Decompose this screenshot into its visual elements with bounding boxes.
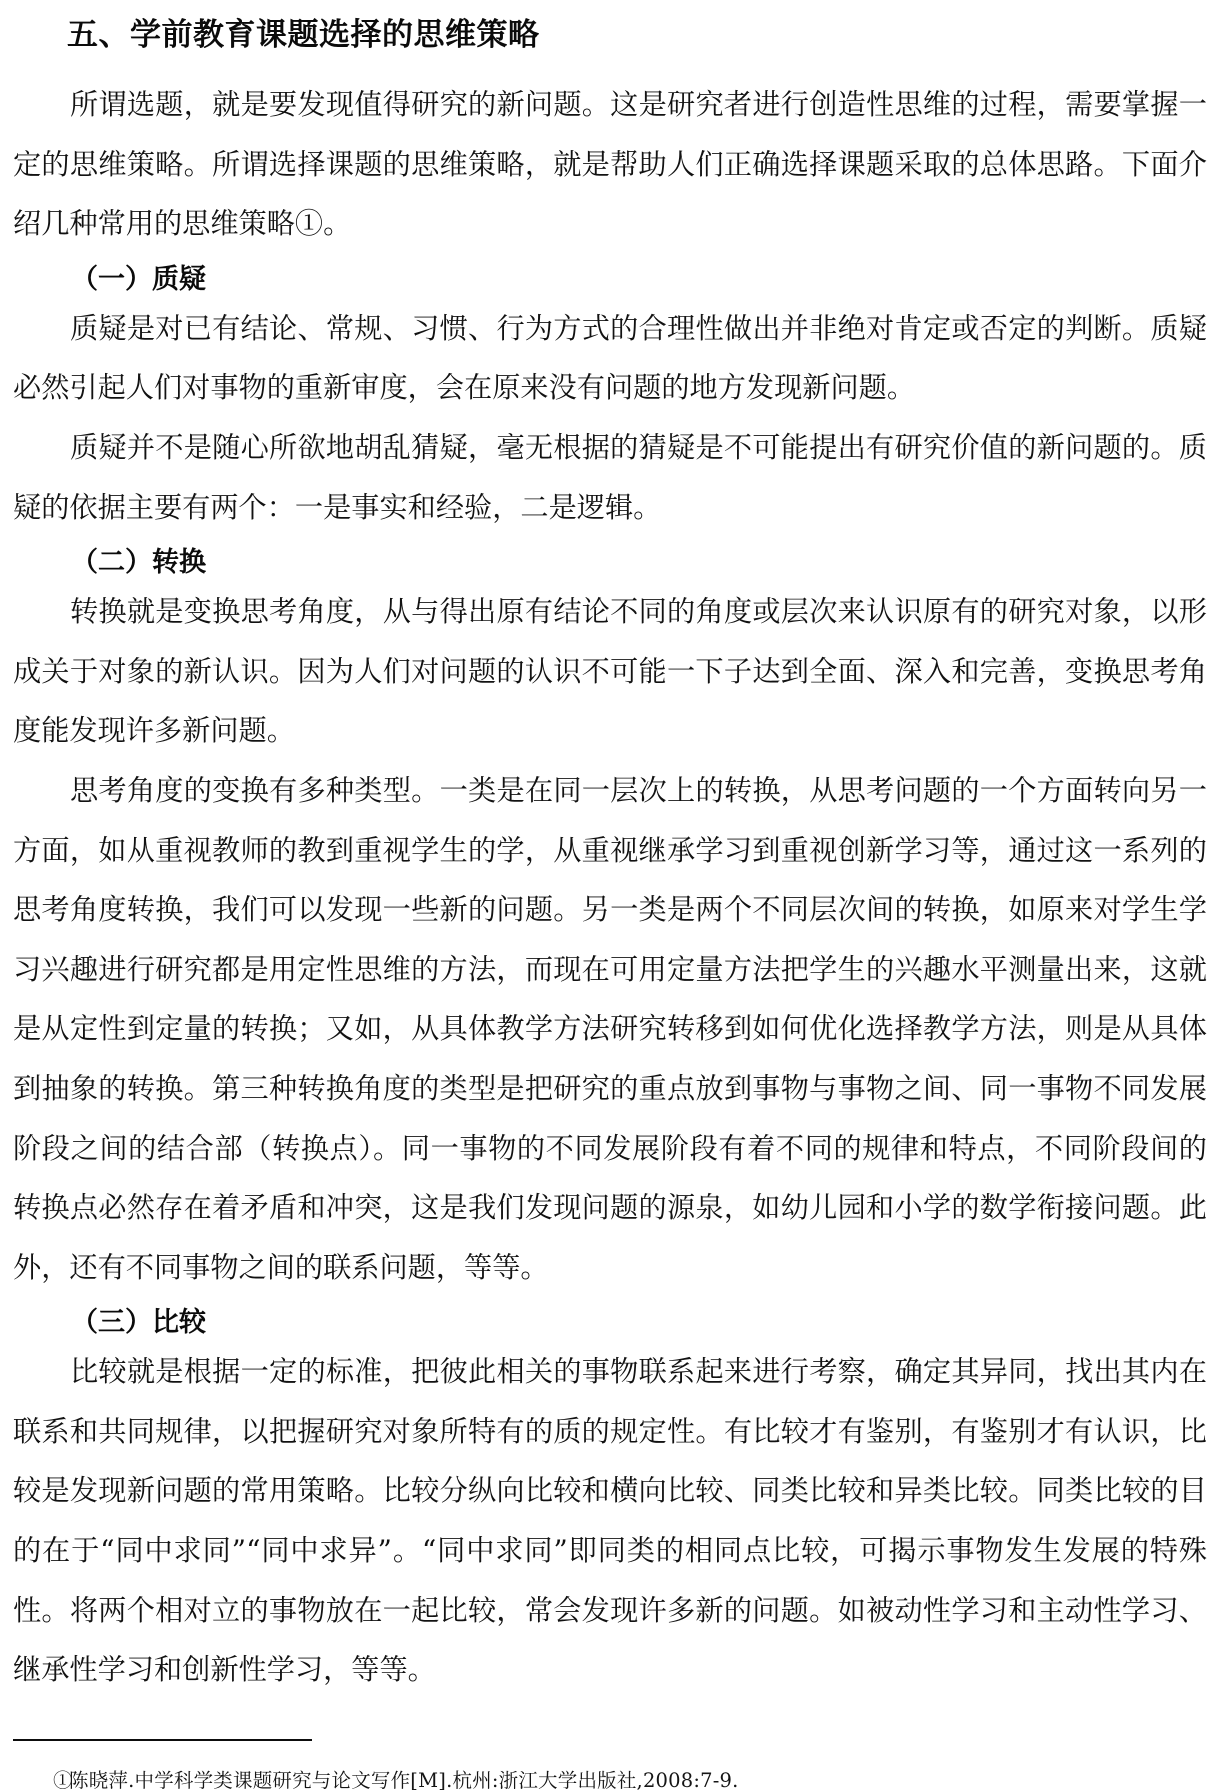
footnote-marker-icon: ① [53,1768,73,1792]
subsection-heading-zhiyi: （一）质疑 [71,263,206,295]
paragraph-zhuanhuan-2: 思考角度的变换有多种类型。一类是在同一层次上的转换，从思考问题的一个方面转向另一方面，如从重视教师的教到重视学生的学，从重视继承学习到重视创新学习等，通过这一系列的思考角度转换，我们可以发现一些新的问题。另一类是两个不同层次间的转换，如原来对学生学习兴趣进行研究都是用定性思维的方法，而现在可用定量方法把学生的兴趣水平测量出来，这就是从定性到定量的转换；又如，从具体教学方法研究转移到如何优化选择教学方法，则是从具体到抽象的转换。第三种转换角度的类型是把研究的重点放到事物与事物之间、同一事物不同发展阶段之间的结合部（转换点）。同一事物的不同发展阶段有着不同的规律和特点，不同阶段间的转换点必然存在着矛盾和冲突，这是我们发现问题的源泉，如幼儿园和小学的数学衔接问题。此外，还有不同事物之间的联系问题，等等。 [13,773,1207,1284]
paragraph-bijiao-1: 比较就是根据一定的标准，把彼此相关的事物联系起来进行考察，确定其异同，找出其内在联系和共同规律，以把握研究对象所特有的质的规定性。有比较才有鉴别，有鉴别才有认识，比较是发现新问题的常用策略。比较分纵向比较和横向比较、同类比较和异类比较。同类比较的目的在于“同中求同”“同中求异”。“同中求同”即同类的相同点比较，可揭示事物发生发展的特殊性。将两个相对立的事物放在一起比较，常会发现许多新的问题。如被动性学习和主动性学习、继承性学习和创新性学习，等等。 [13,1355,1207,1687]
footnote-area [13,1739,1207,1792]
heading-spacer [13,51,1207,75]
paragraph-zhuanhuan-1: 转换就是变换思考角度，从与得出原有结论不同的角度或层次来认识原有的研究对象，以形成关于对象的新认识。因为人们对问题的认识不可能一下子达到全面、深入和完善，变换思考角度能发现许多新问题。 [13,595,1207,748]
section-heading: 五、学前教育课题选择的思维策略 [67,17,540,53]
page-content [13,0,1207,1700]
subsection-heading-bijiao: （三）比较 [71,1307,206,1339]
intro-paragraph: 所谓选题，就是要发现值得研究的新问题。这是研究者进行创造性思维的过程，需要掌握一定的思维策略。所谓选择课题的思维策略，就是帮助人们正确选择课题采取的总体思路。下面介绍几种常用的思维策略①。 [13,88,1207,241]
paragraph-zhiyi-1: 质疑是对已有结论、常规、习惯、行为方式的合理性做出并非绝对肯定或否定的判断。质疑必然引起人们对事物的重新审度，会在原来没有问题的地方发现新问题。 [13,311,1207,405]
footnote-text: 陈晓萍.中学科学类课题研究与论文写作[M].杭州:浙江大学出版社,2008:7-9. [69,1768,739,1792]
subsection-heading-zhuanhuan: （二）转换 [71,547,206,579]
footnote-entry [13,1741,1207,1792]
paragraph-zhiyi-2: 质疑并不是随心所欲地胡乱猜疑，毫无根据的猜疑是不可能提出有研究价值的新问题的。质疑的依据主要有两个：一是事实和经验，二是逻辑。 [13,430,1207,524]
